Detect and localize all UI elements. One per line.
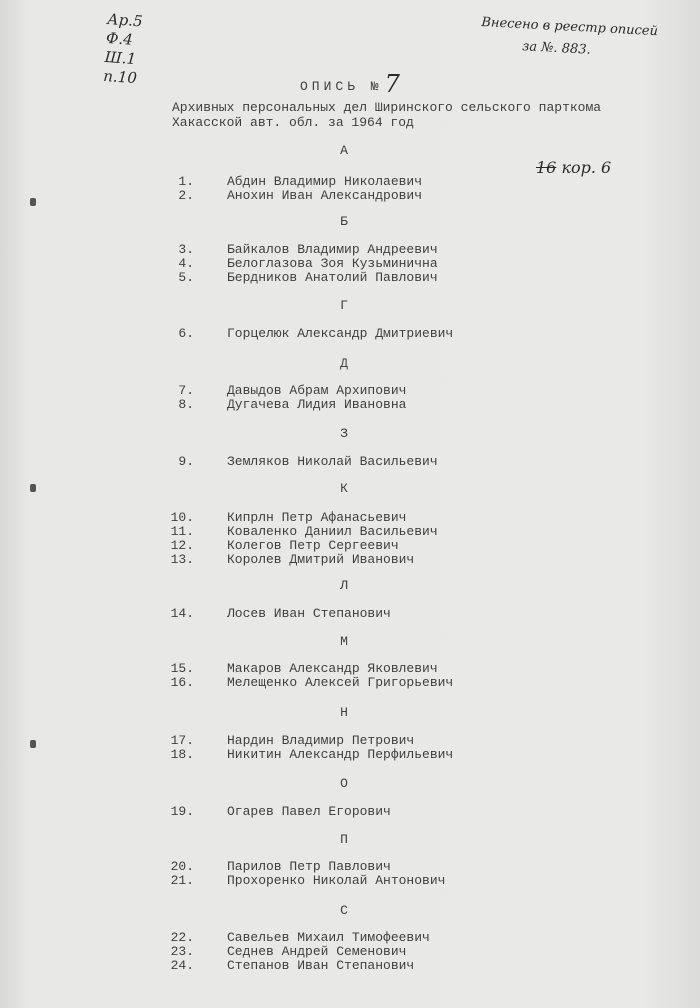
subtitle-line1: Архивных персональных дел Ширинского сельского парткома	[172, 100, 602, 115]
item-number: 10.	[170, 510, 194, 525]
section-letter: Г	[340, 298, 348, 313]
section-letter: П	[340, 832, 348, 847]
section-letter: А	[340, 143, 348, 158]
section-letter: З	[340, 426, 348, 441]
item-number: 13.	[170, 552, 194, 567]
list-item	[166, 524, 438, 539]
section-letter: С	[340, 903, 348, 918]
list-item	[166, 930, 430, 945]
list-item	[166, 188, 423, 203]
archive-mark	[103, 10, 143, 88]
inventory-number: 7	[384, 70, 400, 98]
list-item	[166, 747, 454, 762]
person-name: Огарев Павел Егорович	[227, 804, 391, 819]
list-item	[166, 804, 391, 819]
section-letter: М	[340, 634, 348, 649]
section-letter: О	[340, 776, 348, 791]
person-name: Абдин Владимир Николаевич	[227, 174, 423, 189]
page-title	[300, 68, 400, 96]
item-number: 5.	[178, 270, 194, 285]
title-text: ОПИСЬ №	[300, 79, 383, 94]
person-name: Седнев Андрей Семенович	[227, 944, 407, 959]
binding-hole	[30, 198, 36, 206]
list-item	[166, 733, 415, 748]
item-number: 18.	[170, 747, 194, 762]
box-note-struck: 16	[536, 158, 557, 177]
item-number: 11.	[170, 524, 194, 539]
item-number: 3.	[178, 242, 194, 257]
box-note	[536, 160, 611, 176]
page-subtitle	[172, 100, 601, 130]
person-name: Коваленко Даниил Васильевич	[227, 524, 438, 539]
item-number: 19.	[170, 804, 194, 819]
item-number: 21.	[170, 873, 194, 888]
item-number: 4.	[178, 256, 194, 271]
box-note-text: кор. 6	[561, 158, 612, 177]
register-note	[480, 12, 659, 65]
list-item	[166, 510, 407, 525]
item-number: 23.	[170, 944, 194, 959]
person-name: Мелещенко Алексей Григорьевич	[227, 675, 454, 690]
list-item	[166, 944, 407, 959]
person-name: Прохоренко Николай Антонович	[227, 873, 446, 888]
person-name: Колегов Петр Сергеевич	[227, 538, 399, 553]
item-number: 16.	[170, 675, 194, 690]
section-letter: Л	[340, 578, 348, 593]
person-name: Байкалов Владимир Андреевич	[227, 242, 438, 257]
archive-mark-line: п.10	[102, 66, 138, 88]
item-number: 12.	[170, 538, 194, 553]
item-number: 6.	[178, 326, 194, 341]
person-name: Земляков Николай Васильевич	[227, 454, 438, 469]
list-item	[166, 270, 438, 285]
section-letter: Д	[340, 356, 348, 371]
person-name: Дугачева Лидия Ивановна	[227, 397, 407, 412]
person-name: Кипрлн Петр Афанасьевич	[227, 510, 407, 525]
person-name: Лосев Иван Степанович	[227, 606, 391, 621]
person-name: Савельев Михаил Тимофеевич	[227, 930, 430, 945]
list-item	[166, 873, 446, 888]
subtitle-line2: Хакасской авт. обл. за 1964 год	[172, 115, 414, 130]
list-item	[166, 606, 391, 621]
list-item	[166, 661, 438, 676]
person-name: Давыдов Абрам Архипович	[227, 383, 407, 398]
person-name: Королев Дмитрий Иванович	[227, 552, 415, 567]
item-number: 22.	[170, 930, 194, 945]
archive-mark-line: Ар.5	[106, 10, 144, 31]
person-name: Белоглазова Зоя Кузьминична	[227, 256, 438, 271]
list-item	[166, 242, 438, 257]
binding-hole	[30, 484, 36, 492]
person-name: Макаров Александр Яковлевич	[227, 661, 438, 676]
person-name: Нардин Владимир Петрович	[227, 733, 415, 748]
item-number: 14.	[170, 606, 194, 621]
list-item	[166, 256, 438, 271]
binding-hole	[30, 740, 36, 748]
item-number: 1.	[178, 174, 194, 189]
person-name: Никитин Александр Перфильевич	[227, 747, 454, 762]
section-letter: Н	[340, 705, 348, 720]
list-item	[166, 958, 415, 973]
register-note-line2: за №. 883.	[521, 39, 592, 58]
list-item	[166, 552, 415, 567]
item-number: 2.	[178, 188, 194, 203]
item-number: 17.	[170, 733, 194, 748]
list-item	[166, 538, 399, 553]
person-name: Степанов Иван Степанович	[227, 958, 415, 973]
list-item	[166, 326, 454, 341]
archive-mark-line: Ш.1	[104, 47, 137, 69]
list-item	[166, 859, 391, 874]
list-item	[166, 397, 407, 412]
section-letter: К	[340, 481, 348, 496]
person-name: Анохин Иван Александрович	[227, 188, 423, 203]
list-item	[166, 675, 454, 690]
person-name: Бердников Анатолий Павлович	[227, 270, 438, 285]
list-item	[166, 383, 407, 398]
list-item	[166, 174, 423, 189]
person-name: Парилов Петр Павлович	[227, 859, 391, 874]
item-number: 15.	[170, 661, 194, 676]
item-number: 9.	[178, 454, 194, 469]
section-letter: Б	[340, 214, 348, 229]
item-number: 24.	[170, 958, 194, 973]
archive-mark-line: Ф.4	[105, 28, 134, 49]
list-item	[166, 454, 438, 469]
item-number: 20.	[170, 859, 194, 874]
register-note-line1: Внесено в реестр описей	[481, 14, 659, 40]
item-number: 7.	[178, 383, 194, 398]
person-name: Горцелюк Александр Дмитриевич	[227, 326, 454, 341]
item-number: 8.	[178, 397, 194, 412]
